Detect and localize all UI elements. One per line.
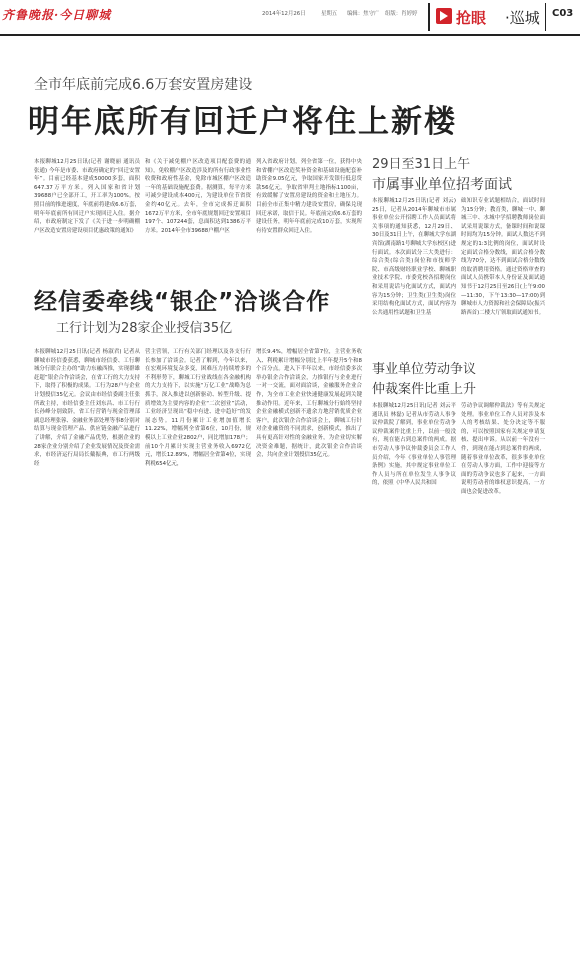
article4-headline-line1: 事业单位劳动争议 — [372, 362, 477, 377]
article3-column-1: 本报聊城12月25日讯(记者 刘云) 25日，记者从2014年聊城市市属事业单位公开招聘工作人员面试将关事项的通知获悉，12月29日、30日及31日上午，在聊城大学东湖宾馆(湖南路1号聊城大学东校区)进行面试。本次面试分三大类进行：综合类(综合类)岗位和市技师学院、市高级财经职业学校、聊城职业技术学院、市委党校各招聘岗位和采用说话与化面试方式，面试内容为15分钟；卫生类(卫生类)岗位采用结构化面试方式，面试内容为公共通用性试题和卫生基 — [372, 198, 456, 316]
masthead — [0, 0, 580, 34]
article1-column-3: 列入省政府计划，列全省第一位，获得中央和省棚户区改造奖补资金和基础设施配套补助资金9.05亿元，争取国家开发银行低息贷款56亿元，争取省审判土地指标1100亩，有效缓解了安置房建设的资金和土地压力。目前全市正集中精力建设安置房，确保兑现回迁承诺，取信于民。年底前完成6.6万套的建设任务，明年年底前完成10万套，实现所有待安置群众回迁入住。 — [256, 159, 362, 234]
section-banner — [428, 3, 546, 31]
newspaper-logo: 齐鲁晚报·今日聊城 — [2, 8, 112, 22]
article2-column-2: 营主营领，工行有关部门经理以及各支行行长参加了洽谈会。记者了解到，今年以来，在宏观环境复杂多变，困难压力持续增多的不利形势下，聊城工行业战线在各金融机构的大力支持下，以实施“万亿工业”战略为总抓手，深入推进以创新驱动、转型升级、提质增效为主要内容的企业“二次创业”活动，工业经济呈现出“稳中有进、进中趋好”的发展态势。11月份累计工业增加值增长11.22%，增幅列全省第6位，10月份，规模以上工业企业2802户，同比增加178户；前10个月累计实现主营业务收入6972亿元，增长12.89%，增幅居全省第4位，实现利税654亿元， — [145, 349, 251, 467]
article1-column-2: 和《关于减免棚户区改造项目配套费的通知》，免收棚户区改造涉及的所有行政事业性收费和政府性基金，免除市城区棚户区改造一年的基础设施配套费。据测算，每平方米可减少建设成本400元，为建设单位节省资金约40亿元。去年，全市完成拆迁面积1672万平方米，全市年底规划回迁安置项目197个、107244套，总面积达到1386万平方米。2014年全市39688户棚户区 — [145, 159, 251, 234]
article3-kicker: 29日至31日上午 — [372, 157, 471, 172]
section-name: 抢眼 — [456, 9, 487, 27]
article3-headline: 市属事业单位招考面试 — [372, 177, 512, 193]
section-subname: ·巡城 — [505, 9, 540, 27]
article2-headline: 经信委牵线“银企”洽谈合作 — [34, 289, 331, 315]
article2-column-1: 本报聊城12月25日讯(记者 杨淑君) 记者从聊城市经信委获悉，聊城市经信委、工行聊城分行联合主办的“助力东融西推，实现群雄赶超”银企合作洽谈会，在省工行的大力支持下，取得了积极的成果。工行为28户与企业计划授信35亿元。会议由市经信委副主任张所政主持，市经信委主任刘东昌、市工行行长孙峰分别致辞，省工行营销与现金管理部副总经理张蓉、金融业务部处理等事8分别对结算与现金管理产品、供应链金融产品进行了讲解，介绍了金融产品优势，根据企业的28家企业分别介绍了企业发展情况及资金需求，市经济运行局局长戴振典，市工行两级经 — [34, 349, 140, 467]
article4-column-2: 劳动争议调解仲裁法》等有关规定处理。事业单位工作人员对涉及本人的考核结果、处分决定等不服的，可以按照国家有关规定申请复核、提出申诉。从以前一年没有一件，到现在能占到总案件的两成，随着事业单位改革，很多事业单位在劳动人事方面，工作中迎接等方面的劳动争议也多了起来，一方面说明劳动者的维权意识提高，一方面也会促进改革。 — [461, 403, 545, 495]
masthead-divider — [0, 34, 580, 36]
article4-headline-line2: 仲裁案件比重上升 — [372, 382, 477, 397]
article2-column-3: 增长9.4%，增幅居全省第7位，主营业务收入、利税累计增幅分别比上半年提升5个和8个百分点。进入下半年以来，市经信委多次举办银企合作洽谈会，力推银行与企业进行一对一交流，面对面洽谈，金融服务企业合作，为全市工业企业快速健康发展起到关键推动作用。近年来，工行聊城分行始终坚持企业金融横式创新不遗余力地营销优质企业客户，此次银企合作洽谈会上，聊城工行针对企业融资的不同需求，创新模式，推出了具有更高针对性的金融业务，为企业切实解决资金难题，据统计，此次银企合作洽谈会，共向企业计划授信35亿元。 — [256, 349, 362, 459]
article2-subhead: 工行计划为28家企业授信35亿 — [56, 321, 233, 336]
article4-column-1: 本报聊城12月25日讯(记者 刘云平 通讯员 林磊) 记者从市劳动人事争议仲裁院了解到，事业单位劳动争议仲裁案件比重上升，以前一般没有，现在能占到总案件的两成。据市劳动人事争议仲裁委员会工作人员介绍，今年《事业单位人事管理条例》实施，其中规定事业单位工作人员与所在单位发生人事争议的，依照《中华人民共和国 — [372, 403, 456, 487]
layout-credit: 组版：肖婷婷 — [385, 11, 418, 17]
article1-kicker: 全市年底前完成6.6万套安置房建设 — [34, 77, 253, 93]
issue-weekday: 星期五 — [321, 11, 338, 17]
page-number: C03 — [552, 8, 574, 19]
article1-column-1: 本报聊城12月25日讯(记者 谢晓丽 通讯员 张通) 今年是市委、市政府确定的“回迁安置年”。目前已经基本建成50000多套，面积647.37万平方米。列入国家和省计划39688户已全部开工，开工率为100%。按照目前的推进速度，年底前将建成6.6万套，明年年底前所有回迁户实现回迁入住。据介绍，市政府制定下发了《关于进一步明确棚户区改造安置房建设项目优惠政策的通知》 — [34, 159, 140, 234]
article1-headline: 明年底所有回迁户将住上新楼 — [28, 104, 457, 140]
editor-credit: 编辑：焦守广 — [347, 11, 380, 17]
play-icon — [436, 8, 452, 24]
article3-column-2: 础知识专业试题相结合，面试时间为15分钟；教育类，聊城一中、聊城三中、水城中学招聘教师岗位面试采用说课方式，备课时间和说课时间均为15分钟。面试人数达不到规定的1:3比例的岗位，面试时设定面试合格分数线，面试合格分数线为70分，达不到面试合格分数线的取消聘用资格。通过资格审查的面试人员携带本人身份证及面试通知书于12月25日至26日(上午9:00—11:30，下午13:30—17:00)到聊城市人力资源和社会保障局(振兴路西首)二楼大厅领取面试通知书。 — [461, 198, 545, 316]
issue-date: 2014年12月26日 — [262, 11, 306, 17]
